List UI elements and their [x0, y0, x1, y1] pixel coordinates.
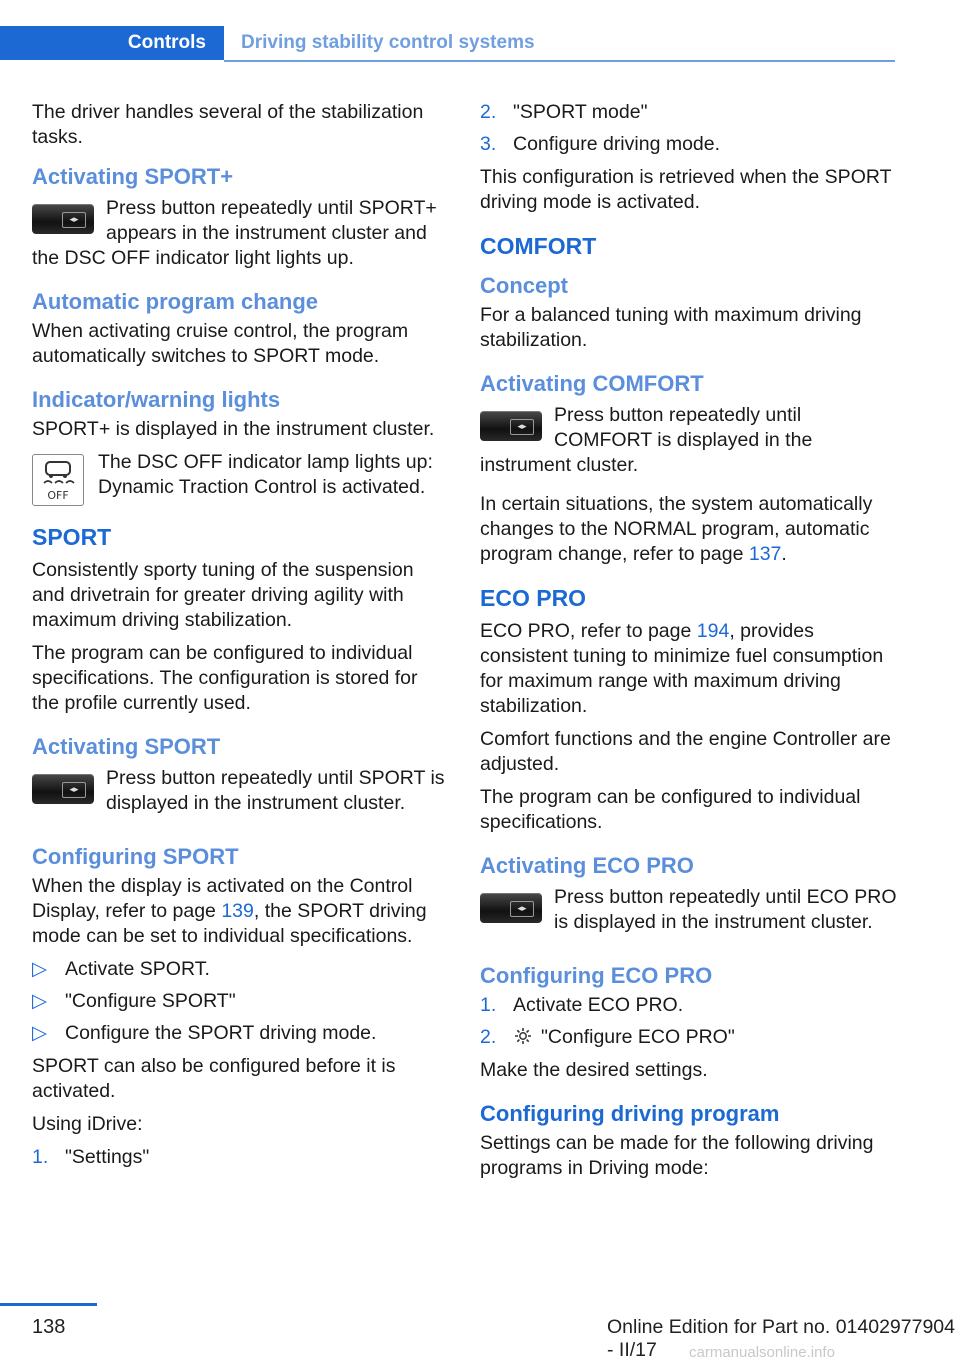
section-text: This configuration is retrieved when the SPORT driving mode is activated. [480, 166, 892, 213]
intro-text: The driver handles several of the stabilization tasks. [32, 101, 424, 148]
driving-mode-button-icon: ◂▸ [480, 893, 542, 923]
section-heading: SPORT [32, 524, 112, 550]
page-link[interactable]: 137 [748, 543, 782, 565]
section-text [480, 492, 898, 567]
indicator-text: The DSC OFF indicator lamp lights up: Dynamic Traction Control is activated. [98, 451, 433, 498]
section-concept [480, 271, 898, 353]
list-item [480, 132, 898, 157]
step-number: 2. [480, 1026, 497, 1048]
section-heading: Automatic program change [32, 289, 319, 314]
step-number: 1. [32, 1146, 49, 1168]
section-activating-sport [32, 732, 450, 816]
driving-mode-button-icon: ◂▸ [480, 411, 542, 441]
icon-box [480, 893, 542, 923]
list-item-text: Configure driving mode. [513, 133, 721, 155]
page-header [0, 26, 895, 62]
section-automatic-program-change [32, 287, 450, 369]
triangle-bullet-icon: ▷ [32, 1022, 47, 1044]
numbered-list [32, 1145, 450, 1170]
icon-paragraph [32, 196, 450, 271]
numbered-list [480, 100, 898, 157]
icon-box [32, 204, 94, 234]
text-fragment: , provides consistent tuning to minimize fuel consumption for maximum range with maximum driving stabilization. [480, 620, 884, 717]
section-heading: Configuring SPORT [32, 844, 239, 869]
right-column [480, 100, 898, 1189]
dsc-icon-label: OFF [47, 489, 69, 502]
section-text: SPORT+ is displayed in the instrument cluster. [32, 418, 435, 440]
step-number: 2. [480, 101, 497, 123]
section-heading: Activating COMFORT [480, 371, 704, 396]
section-heading: Activating SPORT+ [32, 164, 234, 189]
list-item-text: Activate SPORT. [65, 958, 210, 980]
section-indicator-lights [32, 385, 450, 506]
section-configuring-eco-pro [480, 961, 898, 1083]
list-item-text: Configure the SPORT driving mode. [65, 1022, 377, 1044]
list-item [480, 100, 898, 125]
section-comfort [480, 231, 898, 261]
icon-paragraph [480, 885, 898, 935]
section-activating-eco-pro [480, 851, 898, 935]
section-heading: ECO PRO [480, 585, 587, 611]
page-link[interactable]: 194 [696, 620, 730, 642]
section-text: Consistently sporty tuning of the suspension and drivetrain for greater driving agility with maximum driving stabilization. [32, 559, 414, 631]
section-heading: COMFORT [480, 233, 597, 259]
section-text: Make the desired settings. [480, 1059, 708, 1081]
section-text: SPORT can also be configured before it is activated. [32, 1055, 396, 1102]
header-chapter-title[interactable]: Driving stability control systems [241, 32, 535, 53]
list-item [32, 1145, 450, 1170]
header-section-tab[interactable]: Controls [0, 26, 224, 60]
section-text: Using iDrive: [32, 1113, 143, 1135]
icon-paragraph [32, 766, 450, 816]
section-heading: Concept [480, 273, 568, 298]
instruction-text: Press button repeatedly until SPORT is displayed in the instrument cluster. [106, 767, 445, 814]
section-heading: Indicator/warning lights [32, 387, 281, 412]
dsc-off-icon [32, 454, 84, 506]
section-heading: Activating SPORT [32, 734, 221, 759]
instruction-text: Press button repeatedly until SPORT+ appears in the instrument cluster and the DSC OFF indicator light lights up. [32, 197, 437, 269]
icon-box [32, 450, 86, 506]
section-text: Comfort functions and the engine Controller are adjusted. [480, 728, 891, 775]
list-item-text: "Configure ECO PRO" [541, 1026, 735, 1048]
list-item [32, 957, 450, 982]
section-sport [32, 522, 450, 716]
header-rule [224, 60, 895, 62]
list-item [32, 989, 450, 1014]
gear-icon [513, 1026, 533, 1046]
bullet-list [32, 957, 450, 1046]
section-text: The program can be configured to individual specifications. The configuration is stored for the profile currently used. [32, 642, 418, 714]
text-fragment: When the display is activated on the Control Display, refer to page [32, 875, 413, 922]
driving-mode-button-icon: ◂▸ [32, 204, 94, 234]
section-text: For a balanced tuning with maximum driving stabilization. [480, 304, 862, 351]
list-item [480, 993, 898, 1018]
driving-mode-button-icon: ◂▸ [32, 774, 94, 804]
section-activating-sport-plus [32, 162, 450, 271]
section-text: The program can be configured to individual specifications. [480, 786, 861, 833]
list-item [480, 1025, 898, 1050]
list-item-text: "Settings" [65, 1146, 150, 1168]
numbered-list [480, 993, 898, 1050]
section-text [480, 619, 898, 719]
triangle-bullet-icon: ▷ [32, 990, 47, 1012]
step-number: 1. [480, 994, 497, 1016]
text-fragment: ECO PRO, refer to page [480, 620, 697, 642]
footer-rule [0, 1303, 97, 1306]
edition-note: Online Edition for Part no. 01402977904 - II/17 [607, 1316, 956, 1361]
left-column [32, 100, 450, 1178]
text-fragment: . [781, 543, 787, 565]
list-item [32, 1021, 450, 1046]
list-item-text: Activate ECO PRO. [513, 994, 684, 1016]
page-number: 138 [32, 1316, 66, 1338]
section-text: Settings can be made for the following driving programs in Driving mode: [480, 1132, 874, 1179]
list-item-text: "SPORT mode" [513, 101, 648, 123]
step-number: 3. [480, 133, 497, 155]
section-heading: Configuring driving program [480, 1101, 780, 1126]
section-configuring-sport [32, 842, 450, 1170]
section-text [32, 874, 450, 949]
section-activating-comfort [480, 369, 898, 567]
section-heading: Activating ECO PRO [480, 853, 694, 878]
page-link[interactable]: 139 [221, 900, 254, 922]
instruction-text: Press button repeatedly until ECO PRO is displayed in the instrument cluster. [554, 886, 897, 933]
icon-paragraph [32, 450, 450, 506]
icon-box [480, 411, 542, 441]
text-fragment: , the SPORT driving mode can be set to individual specifications. [32, 900, 427, 947]
section-eco-pro [480, 583, 898, 835]
list-item-text: "Configure SPORT" [65, 990, 236, 1012]
triangle-bullet-icon: ▷ [32, 958, 47, 980]
icon-box [32, 774, 94, 804]
section-heading: Configuring ECO PRO [480, 963, 713, 988]
text-fragment: In certain situations, the system automatically changes to the NORMAL program, automatic program change, refer to page [480, 493, 873, 565]
icon-paragraph [480, 403, 898, 478]
watermark: carmanualsonline.info [689, 1344, 835, 1361]
instruction-text: Press button repeatedly until COMFORT is displayed in the instrument cluster. [480, 404, 813, 476]
section-configuring-program [480, 1099, 898, 1181]
section-text: When activating cruise control, the program automatically switches to SPORT mode. [32, 320, 409, 367]
